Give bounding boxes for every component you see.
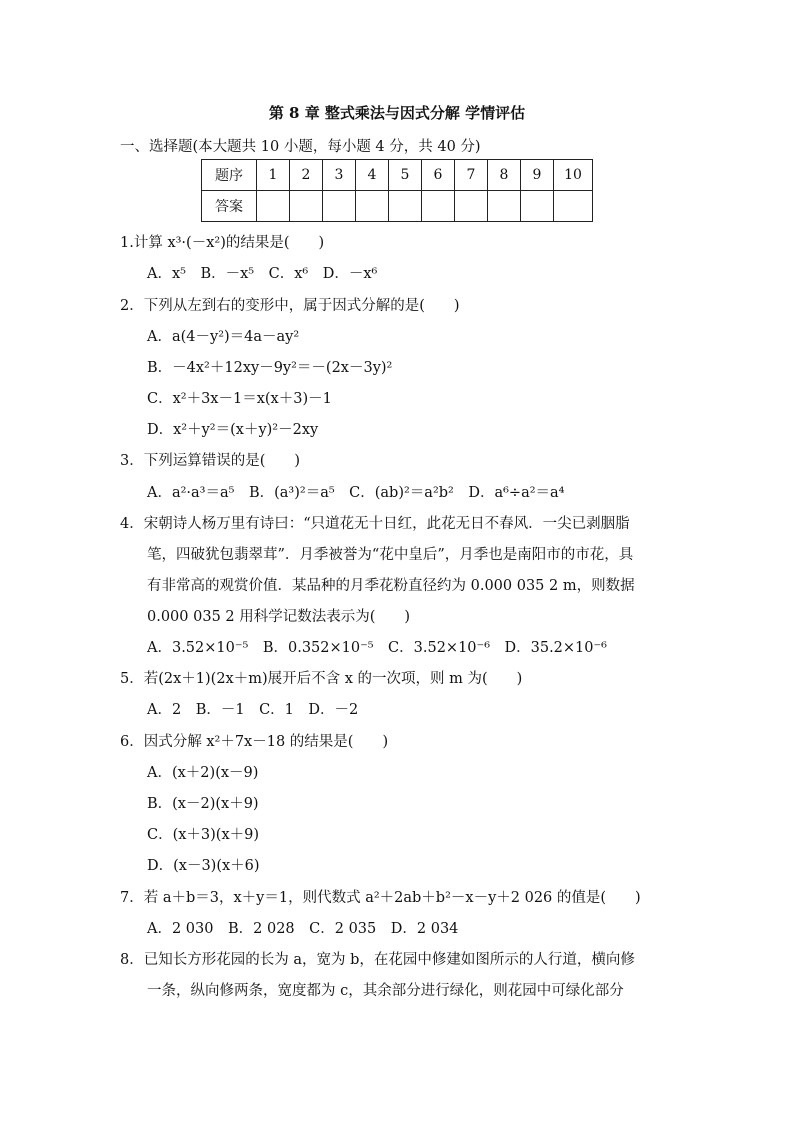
question-number-cell: 8 bbox=[488, 160, 521, 191]
question-2-option-a: A．a(4－y²)＝4a－ay² bbox=[147, 329, 300, 345]
answer-cell[interactable] bbox=[389, 191, 422, 222]
question-number-cell: 4 bbox=[356, 160, 389, 191]
question-4-line-1: 4．宋朝诗人杨万里有诗曰：“只道花无十日红，此花无日不春风．一尖已剥胭脂 bbox=[120, 516, 630, 532]
question-7-options: A．2 030 B．2 028 C．2 035 D．2 034 bbox=[147, 921, 459, 937]
question-2-option-c: C．x²＋3x－1＝x(x＋3)－1 bbox=[147, 391, 332, 407]
question-5-options: A．2 B．－1 C．1 D．－2 bbox=[147, 702, 359, 718]
answer-cell[interactable] bbox=[257, 191, 290, 222]
answer-cell[interactable] bbox=[290, 191, 323, 222]
question-7-stem: 7．若 a＋b＝3，x＋y＝1，则代数式 a²＋2ab＋b²－x－y＋2 026 的值是( ) bbox=[120, 890, 641, 906]
question-6-option-d: D．(x－3)(x＋6) bbox=[147, 858, 260, 874]
answer-cell[interactable] bbox=[488, 191, 521, 222]
question-number-cell: 9 bbox=[521, 160, 554, 191]
question-2-option-d: D．x²＋y²＝(x＋y)²－2xy bbox=[147, 422, 319, 438]
question-number-cell: 2 bbox=[290, 160, 323, 191]
question-4-options: A．3.52×10⁻⁵ B．0.352×10⁻⁵ C．3.52×10⁻⁶ D．35.2×10⁻⁶ bbox=[147, 640, 607, 656]
question-number-cell: 5 bbox=[389, 160, 422, 191]
question-6-option-a: A．(x＋2)(x－9) bbox=[147, 765, 259, 781]
question-number-cell: 6 bbox=[422, 160, 455, 191]
question-2-option-b: B．－4x²＋12xy－9y²＝－(2x－3y)² bbox=[147, 360, 393, 376]
question-6-stem: 6．因式分解 x²＋7x－18 的结果是( ) bbox=[120, 734, 389, 750]
page-title: 第 8 章 整式乘法与因式分解 学情评估 bbox=[268, 104, 526, 122]
answer-table bbox=[201, 159, 593, 222]
answer-cell[interactable] bbox=[455, 191, 488, 222]
question-number-cell: 3 bbox=[323, 160, 356, 191]
table-row bbox=[202, 160, 593, 191]
question-4-line-2: 笔，四破犹包翡翠茸”．月季被誉为“花中皇后”，月季也是南阳市的市花，具 bbox=[147, 547, 634, 563]
question-1-stem: 1.计算 x³·(－x²)的结果是( ) bbox=[120, 235, 325, 251]
question-1-options: A．x⁵ B．－x⁵ C．x⁶ D．－x⁶ bbox=[147, 266, 378, 282]
question-6-option-c: C．(x＋3)(x＋9) bbox=[147, 827, 260, 843]
question-3-options: A．a²·a³＝a⁵ B．(a³)²＝a⁵ C．(ab)²＝a²b² D．a⁶÷a²＝a⁴ bbox=[147, 485, 565, 501]
question-6-option-b: B．(x－2)(x＋9) bbox=[147, 796, 259, 812]
question-number-cell: 10 bbox=[554, 160, 593, 191]
section-heading: 一、选择题(本大题共 10 小题，每小题 4 分，共 40 分) bbox=[120, 139, 481, 155]
question-3-stem: 3．下列运算错误的是( ) bbox=[120, 453, 301, 469]
table-row bbox=[202, 191, 593, 222]
question-8-line-2: 一条，纵向修两条，宽度都为 c，其余部分进行绿化，则花园中可绿化部分 bbox=[147, 983, 624, 999]
question-4-line-3: 有非常高的观赏价值．某品种的月季花粉直径约为 0.000 035 2 m，则数据 bbox=[147, 578, 635, 594]
question-2-stem: 2．下列从左到右的变形中，属于因式分解的是( ) bbox=[120, 298, 460, 314]
answer-cell[interactable] bbox=[422, 191, 455, 222]
answer-cell[interactable] bbox=[323, 191, 356, 222]
question-5-stem: 5．若(2x＋1)(2x＋m)展开后不含 x 的一次项，则 m 为( ) bbox=[120, 671, 523, 687]
question-4-line-4: 0.000 035 2 用科学记数法表示为( ) bbox=[147, 609, 411, 625]
answer-cell[interactable] bbox=[554, 191, 593, 222]
question-number-cell: 1 bbox=[257, 160, 290, 191]
question-8-line-1: 8．已知长方形花园的长为 a，宽为 b，在花园中修建如图所示的人行道，横向修 bbox=[120, 952, 635, 968]
table-header-cell: 题序 bbox=[202, 160, 257, 191]
table-header-cell: 答案 bbox=[202, 191, 257, 222]
question-number-cell: 7 bbox=[455, 160, 488, 191]
answer-cell[interactable] bbox=[356, 191, 389, 222]
answer-cell[interactable] bbox=[521, 191, 554, 222]
